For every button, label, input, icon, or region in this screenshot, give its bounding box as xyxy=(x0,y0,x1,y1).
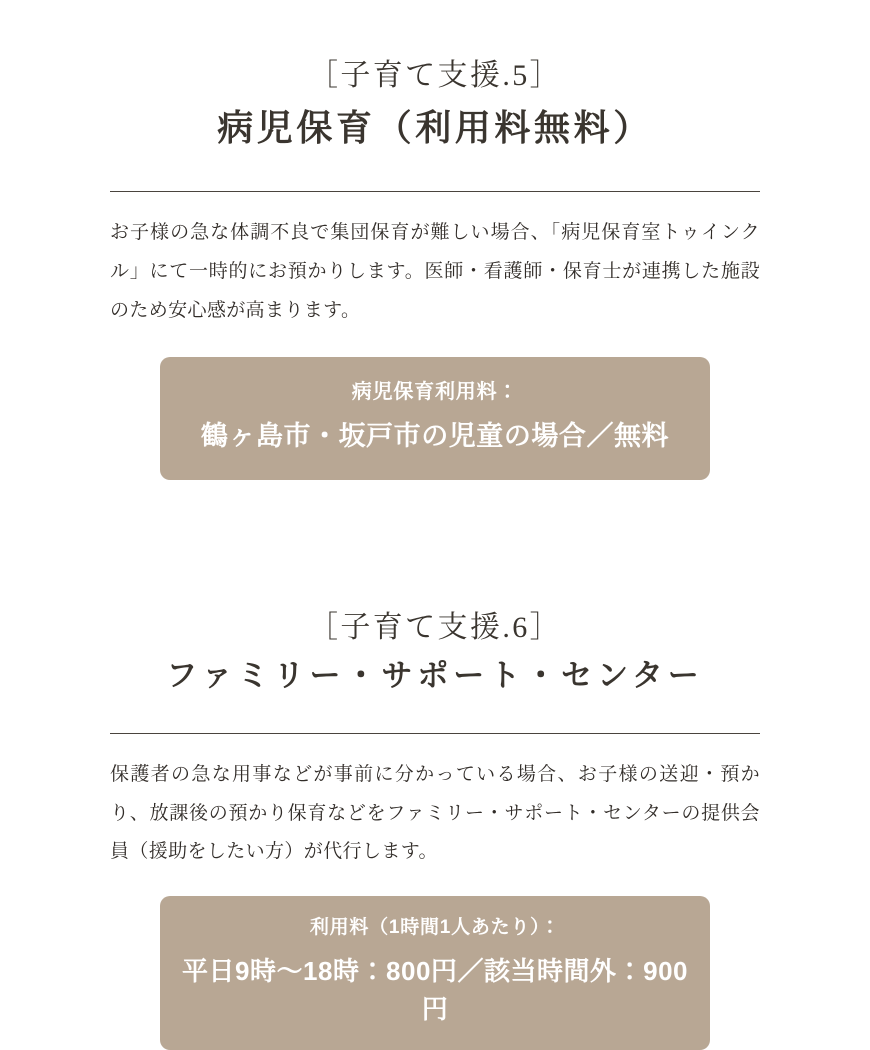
fee-callout-value: 鶴ヶ島市・坂戸市の児童の場合／無料 xyxy=(200,420,670,451)
fee-callout-label: 利用料（1時間1人あたり）： xyxy=(309,917,561,939)
fee-callout xyxy=(160,357,710,480)
section-eyebrow: ［子育て支援.6］ xyxy=(307,610,563,644)
fee-callout-value: 平日9時〜18時：800円／該当時間外：900円 xyxy=(181,955,689,1024)
section-body-text: お子様の急な体調不良で集団保育が難しい場合、「病児保育室トゥインクル」にて一時的にお預かりします。医師・看護師・保育士が連携した施設のため安心感が高まります。 xyxy=(110,222,760,321)
section-headline: ファミリー・サポート・センター xyxy=(166,658,704,694)
fee-callout-label: 病児保育利用料： xyxy=(351,380,519,403)
section-childcare-support-6 xyxy=(110,480,760,1050)
section-divider xyxy=(110,733,760,734)
section-body-text: 保護者の急な用事などが事前に分かっている場合、お子様の送迎・預かり、放課後の預かり保育などをファミリー・サポート・センターの提供会員（援助をしたい方）が代行します。 xyxy=(110,763,760,863)
section-childcare-support-5 xyxy=(110,0,760,480)
section-eyebrow: ［子育て支援.5］ xyxy=(307,59,563,92)
section-headline: 病児保育（利用料無料） xyxy=(217,107,653,148)
fee-callout xyxy=(160,896,710,1050)
section-divider xyxy=(110,191,760,192)
